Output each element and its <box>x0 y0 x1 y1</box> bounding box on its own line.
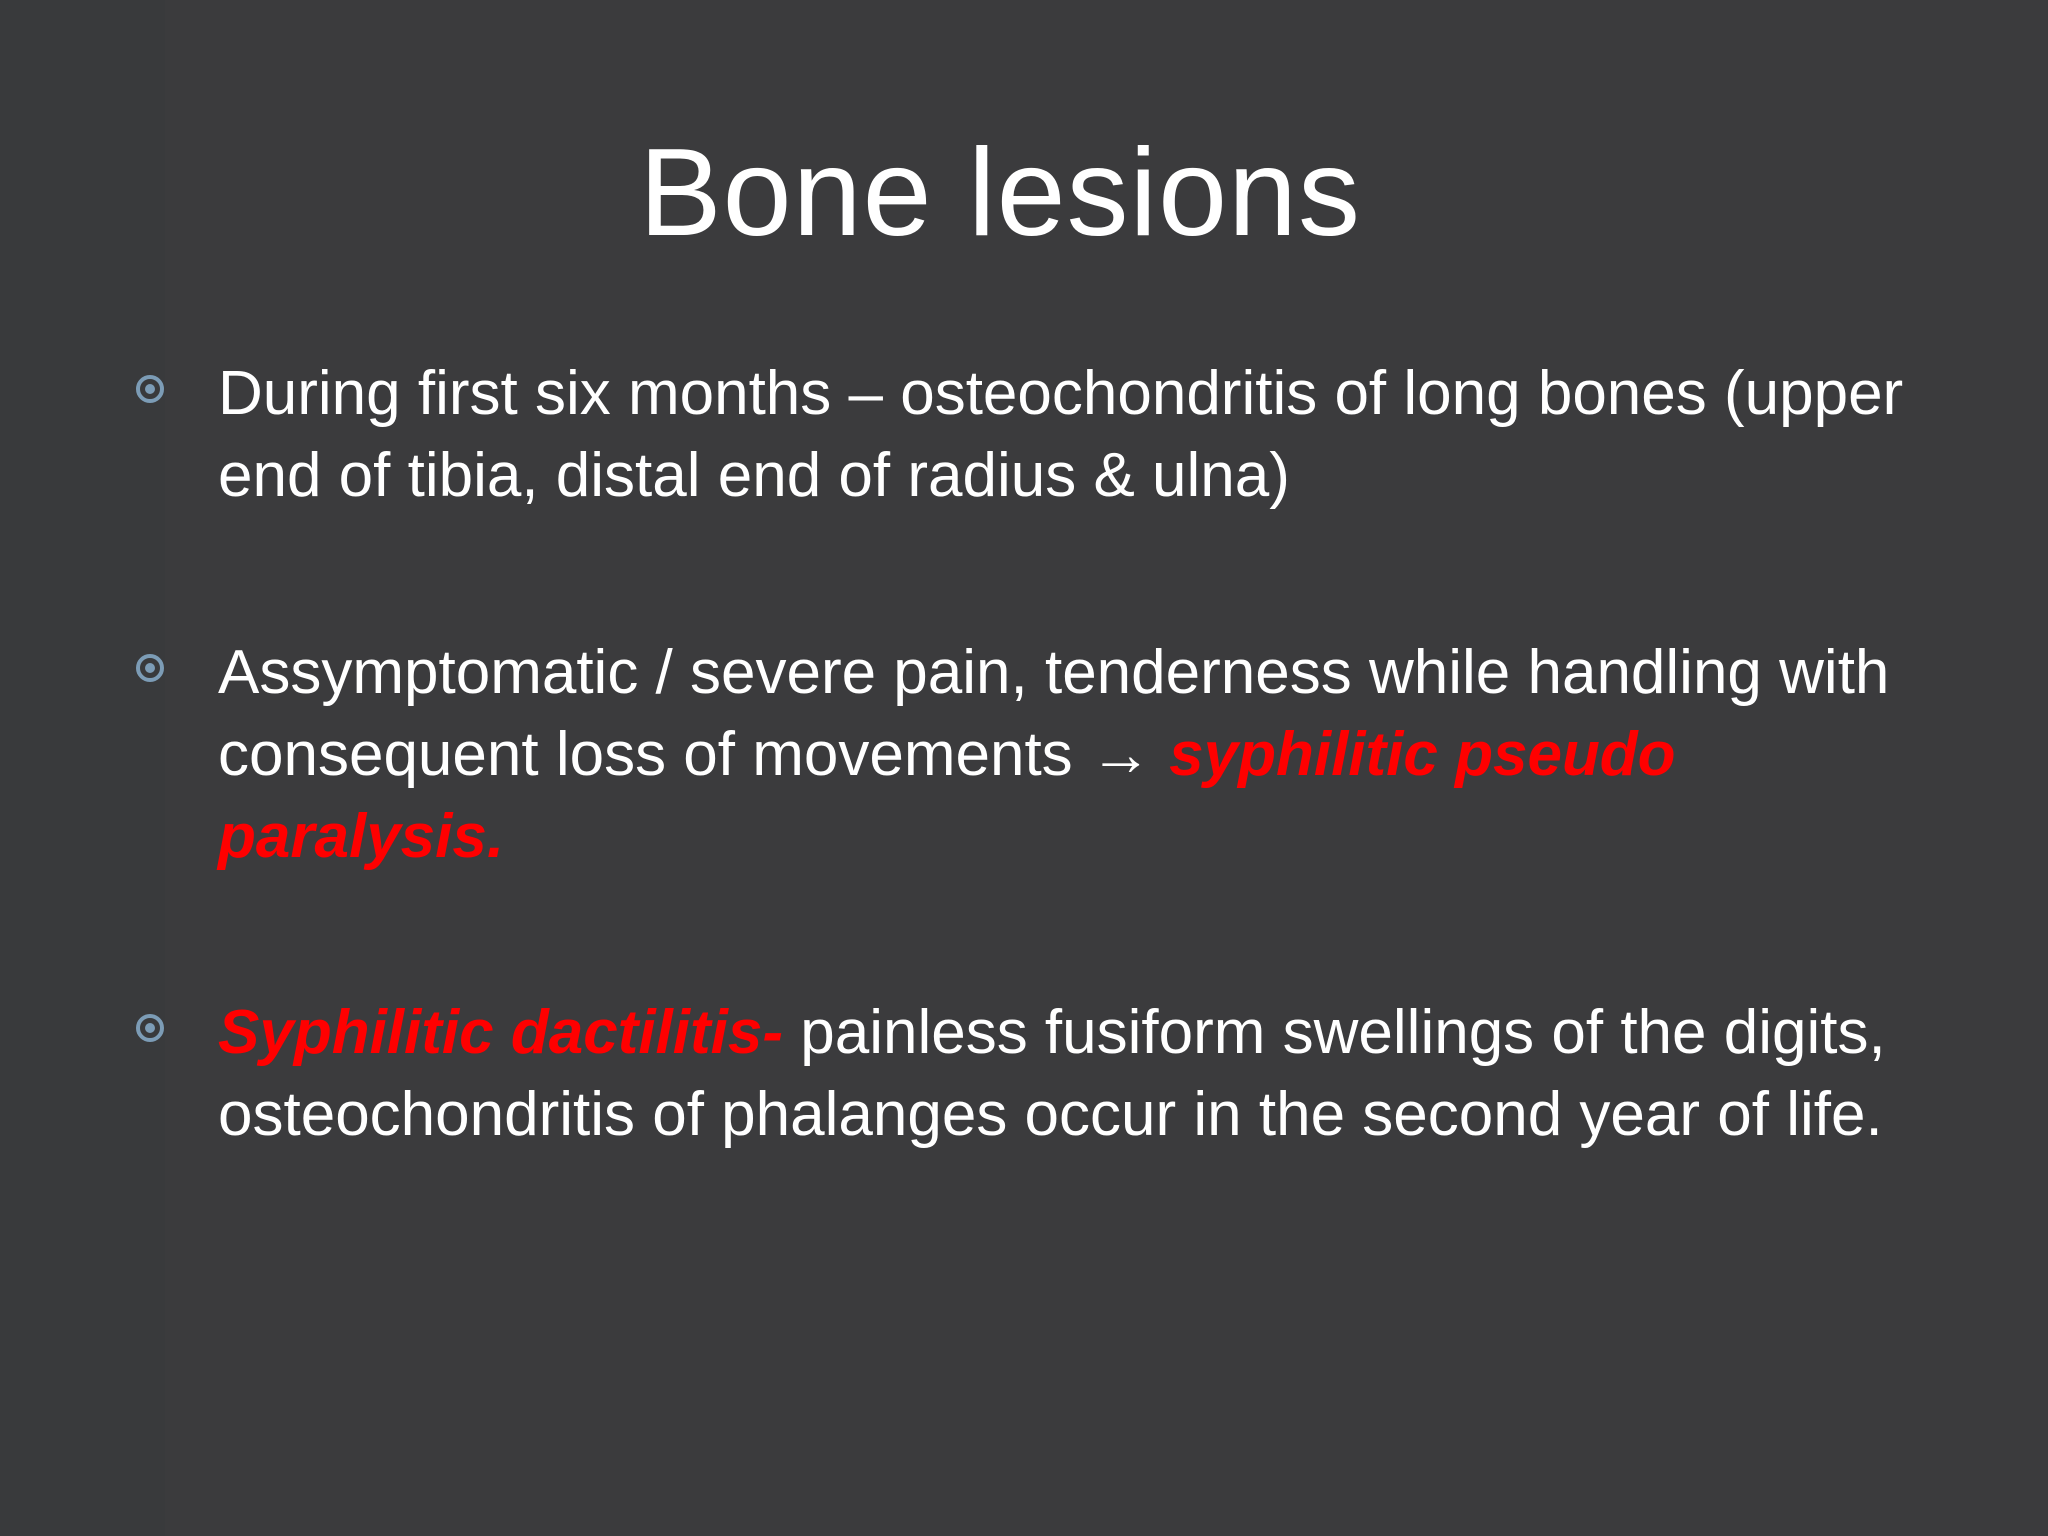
bullet-item-pseudo-paralysis <box>218 632 1938 878</box>
bullet-item-dactilitis <box>218 992 1938 1156</box>
bullet-item-osteochondritis <box>218 353 1938 517</box>
bullet-text: Assymptomatic / severe pain, tenderness while handling with consequent loss of movements <box>218 638 1890 789</box>
circle-bullet-icon <box>136 375 164 403</box>
emphasis-text: Syphilitic dactilitis- <box>218 998 783 1067</box>
emphasis-text: syphilitic pseudo paralysis. <box>218 720 1676 871</box>
circle-bullet-icon <box>136 654 164 682</box>
bullet-text: During first six months – osteochondritis of long bones (upper end of tibia, distal end of radius & ulna) <box>218 359 1904 510</box>
circle-bullet-icon <box>136 1014 164 1042</box>
arrow-right-icon: → <box>1089 720 1152 789</box>
slide-title: Bone lesions <box>638 124 1362 262</box>
bullet-text: painless fusiform swellings of the digits, osteochondritis of phalanges occur in the second year of life. <box>218 998 1886 1149</box>
